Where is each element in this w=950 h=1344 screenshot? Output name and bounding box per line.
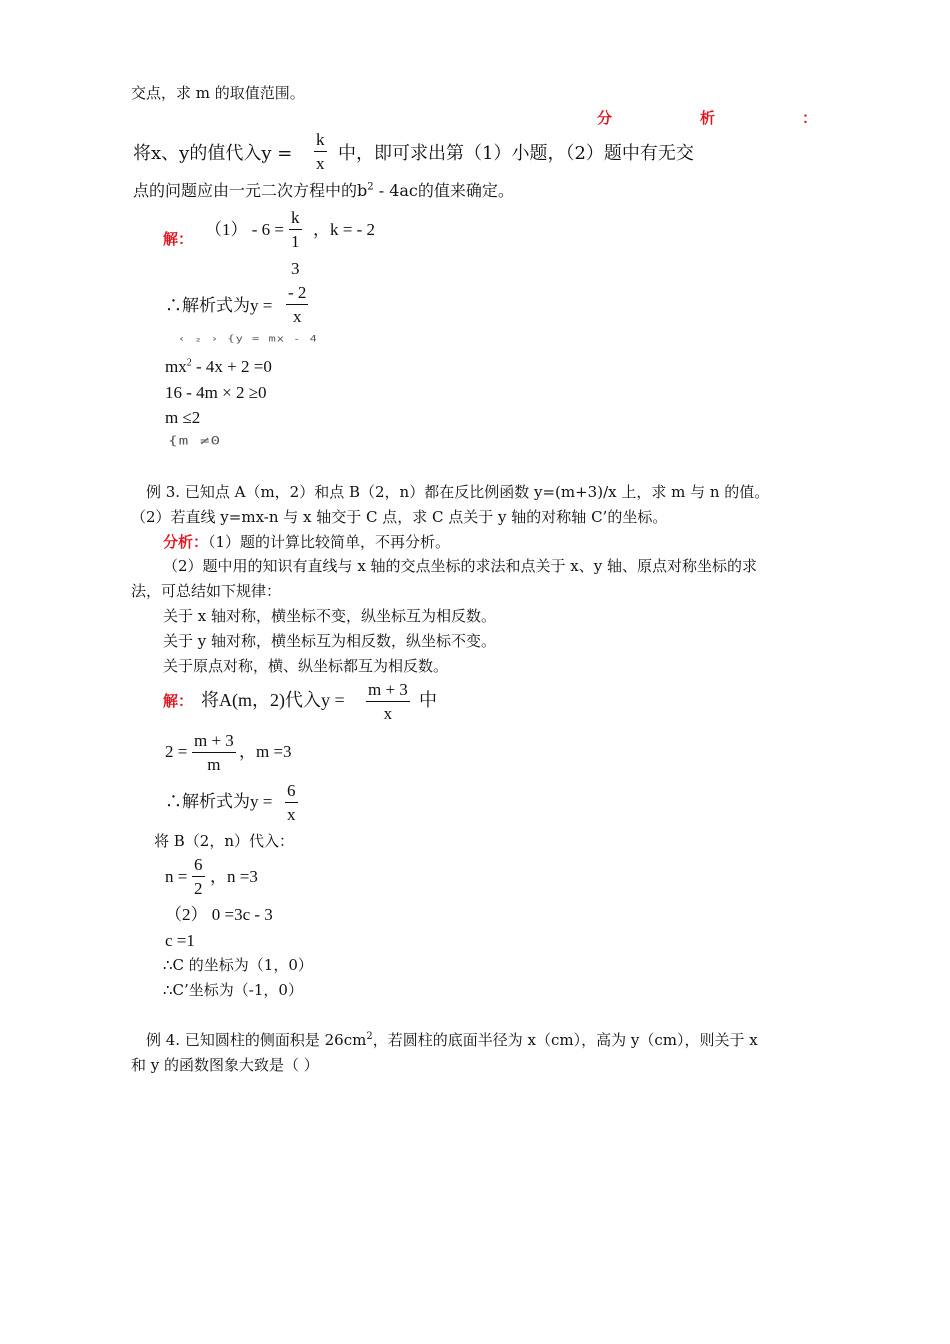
analysis-line-2-sup: 2 xyxy=(367,181,374,193)
solution-1-label: 解： xyxy=(163,230,194,248)
solution-3-s5-pre: n = xyxy=(165,867,188,886)
garbled-system-1: ‹ ₂ › {y = mx - 4 xyxy=(178,334,318,344)
example-3-analysis-text: （1）题的计算比较简单，不再分析。 xyxy=(208,533,451,551)
fraction-numerator: m + 3 xyxy=(194,731,234,750)
solution-3-s7: c =1 xyxy=(165,931,195,950)
solution-1-eq2-pre: ∴解析式为y = xyxy=(165,296,273,315)
analysis-line-2-pre: 点的问题应由一元二次方程中的b xyxy=(133,181,368,200)
solution-1-eq4: 16 - 4m × 2 ≥0 xyxy=(165,383,267,402)
solution-3-label: 解： xyxy=(163,692,194,710)
example-4-line-1-post: ，若圆柱的底面半径为 x（cm），高为 y（cm），则关于 x xyxy=(372,1031,758,1049)
intro-line: 交点，求 m 的取值范围。 xyxy=(131,84,305,102)
fraction-k-over-1-3 xyxy=(289,209,302,277)
fraction-denominator: x xyxy=(287,805,296,824)
fraction-numerator: m + 3 xyxy=(368,680,408,699)
example-3-line-1: 例 3. 已知点 A（m，2）和点 B（2，n）都在反比例函数 y=(m+3)/x 上，求 m 与 n 的值。 xyxy=(146,483,770,501)
solution-1-eq3 xyxy=(165,357,272,377)
example-3-para-1: （2）题中用的知识有直线与 x 轴的交点坐标的求法和点关于 x、y 轴、原点对称坐标的求 xyxy=(163,557,758,575)
fraction-6-over-x xyxy=(285,782,298,823)
analysis-header-colon: ： xyxy=(802,109,818,127)
example-3-rule-1: 关于 x 轴对称，横坐标不变，纵坐标互为相反数。 xyxy=(163,607,496,625)
solution-3-s8: ∴C 的坐标为（1，0） xyxy=(163,956,313,974)
example-3-para-2: 法，可总结如下规律： xyxy=(131,582,282,600)
solution-1-eq3-post: - 4x + 2 =0 xyxy=(191,357,272,376)
solution-3-s9: ∴C’坐标为（-1，0） xyxy=(163,981,303,999)
solution-3-s5-post: ，n =3 xyxy=(210,867,258,886)
analysis-line-1-pre: 将x、y的值代入y = xyxy=(133,143,293,164)
example-3-line-2: （2）若直线 y=mx-n 与 x 轴交于 C 点，求 C 点关于 y 轴的对称轴 C’的坐标。 xyxy=(131,508,668,526)
solution-1-eq3-pre: mx xyxy=(165,357,187,376)
example-4-line-1 xyxy=(146,1031,758,1049)
analysis-header-char-1: 分 xyxy=(597,109,613,127)
solution-3-s3-pre: ∴解析式为y = xyxy=(165,792,273,811)
example-4-line-2: 和 y 的函数图象大致是（ ） xyxy=(131,1056,319,1074)
fraction-m-plus-3-over-x xyxy=(366,681,410,722)
fraction-numerator: k xyxy=(291,208,300,227)
fraction-denominator: x xyxy=(316,154,325,173)
fraction-6-over-2 xyxy=(192,856,205,897)
solution-1-eq1-pre: （1） - 6 = xyxy=(205,220,284,239)
solution-1-eq1-post: ，k = - 2 xyxy=(313,220,375,239)
fraction-denominator: 3 xyxy=(291,259,300,278)
example-3-analysis xyxy=(163,533,450,551)
example-3-analysis-label: 分析： xyxy=(163,533,209,551)
solution-1-eq3-sup: 2 xyxy=(186,357,192,369)
analysis-line-2 xyxy=(133,181,514,200)
fraction-denominator: x xyxy=(383,704,393,723)
analysis-line-2-post: - 4ac的值来确定。 xyxy=(373,181,514,200)
example-4-line-1-sup: 2 xyxy=(366,1031,373,1042)
fraction-numerator: k xyxy=(316,130,325,149)
fraction-numerator: 6 xyxy=(194,855,203,874)
analysis-header-char-2: 析 xyxy=(700,109,716,127)
solution-3-s1-post: 中 xyxy=(419,690,437,710)
example-3-rule-2: 关于 y 轴对称，横坐标互为相反数，纵坐标不变。 xyxy=(163,632,497,650)
solution-1-eq5: m ≤2 xyxy=(165,408,201,427)
solution-3-s2-pre: 2 = xyxy=(165,742,188,761)
analysis-line-1-post: 中，即可求出第（1）小题，（2）题中有无交 xyxy=(338,143,694,164)
solution-3-s2-post: ，m =3 xyxy=(239,742,292,761)
fraction-denominator: 2 xyxy=(194,879,203,898)
example-4-line-1-pre: 例 4. 已知圆柱的侧面积是 26cm xyxy=(146,1031,367,1049)
fraction-denominator: m xyxy=(207,755,221,774)
fraction-denominator: x xyxy=(292,307,302,326)
solution-3-s4: 将 B（2，n）代入： xyxy=(154,832,294,850)
fraction-numerator: 6 xyxy=(287,781,296,800)
solution-3-s6: （2） 0 =3c - 3 xyxy=(165,905,273,924)
fraction-k-over-x xyxy=(314,131,327,172)
solution-3-s1-pre: 将A(m，2)代入y = xyxy=(201,690,345,710)
fraction-middle: 1 xyxy=(291,232,300,251)
fraction-m-plus-3-over-m xyxy=(192,732,236,773)
garbled-system-2: {m ≠0 xyxy=(168,434,222,448)
example-3-rule-3: 关于原点对称，横、纵坐标都互为相反数。 xyxy=(163,657,449,675)
fraction-minus2-over-x xyxy=(286,284,308,325)
fraction-numerator: - 2 xyxy=(288,283,307,302)
